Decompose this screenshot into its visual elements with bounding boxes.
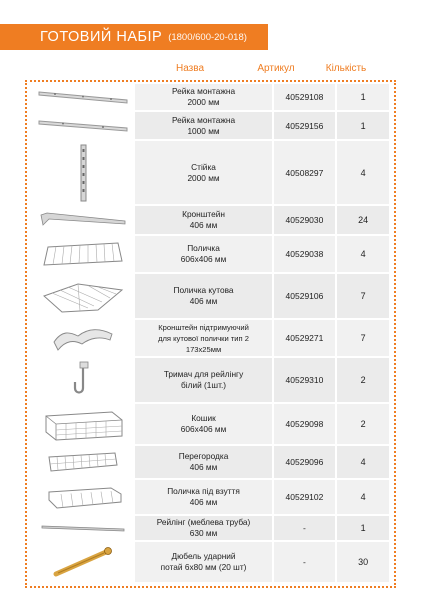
banner-title: ГОТОВИЙ НАБІР	[40, 29, 163, 45]
header-article: Артикул	[257, 63, 295, 74]
table-row	[32, 206, 389, 234]
item-article: 40529106	[274, 274, 336, 318]
item-name: Рейка монтажна	[171, 114, 236, 125]
table-row	[32, 358, 389, 402]
item-size: 2000 мм	[187, 172, 220, 183]
table-row	[32, 404, 389, 444]
item-article: -	[274, 516, 336, 540]
bracket-icon	[32, 206, 135, 234]
table-row	[32, 516, 389, 540]
upright-post-icon	[32, 141, 135, 204]
dowel-icon	[32, 542, 135, 582]
table-row	[32, 542, 389, 582]
banner-code: (1800/600-20-018)	[168, 31, 247, 43]
divider-icon	[32, 446, 135, 478]
item-name: Стійка	[191, 161, 216, 172]
table-row	[32, 141, 389, 204]
item-name: Поличка кутова	[173, 285, 234, 295]
support-bracket-icon	[32, 320, 135, 356]
item-name: Кошик	[191, 413, 216, 423]
item-name: Рейка монтажна	[171, 86, 236, 96]
item-article: 40529038	[274, 236, 336, 272]
item-qty: 7	[337, 274, 389, 318]
item-qty: 4	[337, 236, 389, 272]
item-size: 406 мм	[189, 296, 218, 306]
item-qty: 4	[337, 480, 389, 514]
item-name: Тримач для рейлінгу	[163, 369, 244, 379]
item-size: 2000 мм	[187, 97, 220, 107]
table-row	[32, 84, 389, 110]
item-qty: 2	[337, 358, 389, 402]
item-qty: 24	[337, 206, 389, 234]
table-row	[32, 112, 389, 139]
item-name: Перегородка	[178, 451, 229, 461]
basket-icon	[32, 404, 135, 444]
shoe-shelf-icon	[32, 480, 135, 514]
item-size: білий (1шт.)	[181, 380, 227, 390]
wire-shelf-icon	[32, 236, 135, 272]
item-qty: 1	[337, 84, 389, 110]
item-article: 40529102	[274, 480, 336, 514]
table-row	[32, 480, 389, 514]
item-article: 40529108	[274, 84, 336, 110]
item-name: Кронштейн підтримуючий	[158, 322, 249, 332]
item-qty: 1	[337, 112, 389, 139]
item-name: Рейлінг (меблева труба)	[156, 517, 251, 527]
table-row	[32, 446, 389, 478]
item-size: 630 мм	[189, 528, 218, 538]
rail-holder-icon	[32, 358, 135, 402]
item-size: 406 мм	[189, 497, 218, 507]
item-article: 40529096	[274, 446, 336, 478]
mounting-rail-icon	[32, 84, 135, 110]
table-row	[32, 274, 389, 318]
item-desc: для кутової полички тип 2	[158, 333, 249, 343]
item-article: 40529156	[274, 112, 336, 139]
item-name: Поличка	[187, 243, 220, 253]
header-name: Назва	[175, 63, 205, 74]
item-qty: 4	[337, 141, 389, 204]
item-article: 40529030	[274, 206, 336, 234]
item-size: 173х25мм	[185, 344, 222, 354]
item-qty: 30	[337, 542, 389, 582]
header-qty: Кількість	[325, 63, 367, 74]
item-name: Кронштейн	[182, 209, 225, 219]
item-name: Поличка під взуття	[167, 486, 240, 496]
item-article: 40529271	[274, 320, 336, 356]
item-article: 40529310	[274, 358, 336, 402]
title-banner	[0, 24, 268, 50]
item-size: 406 мм	[189, 220, 218, 230]
item-size: 606х406 мм	[180, 424, 227, 434]
item-qty: 1	[337, 516, 389, 540]
item-article: 40529098	[274, 404, 336, 444]
item-article: 40508297	[274, 141, 336, 204]
rail-tube-icon	[32, 516, 135, 540]
item-qty: 4	[337, 446, 389, 478]
table-row	[32, 320, 389, 356]
item-qty: 7	[337, 320, 389, 356]
corner-shelf-icon	[32, 274, 135, 318]
item-size: потай 6х80 мм (20 шт)	[160, 562, 247, 572]
mounting-rail-icon	[32, 112, 135, 139]
item-size: 1000 мм	[187, 125, 220, 136]
table-row	[32, 236, 389, 272]
item-size: 606х406 мм	[180, 254, 227, 264]
item-article: -	[274, 542, 336, 582]
item-qty: 2	[337, 404, 389, 444]
item-name: Дюбель ударний	[171, 551, 236, 561]
item-size: 406 мм	[189, 462, 218, 472]
